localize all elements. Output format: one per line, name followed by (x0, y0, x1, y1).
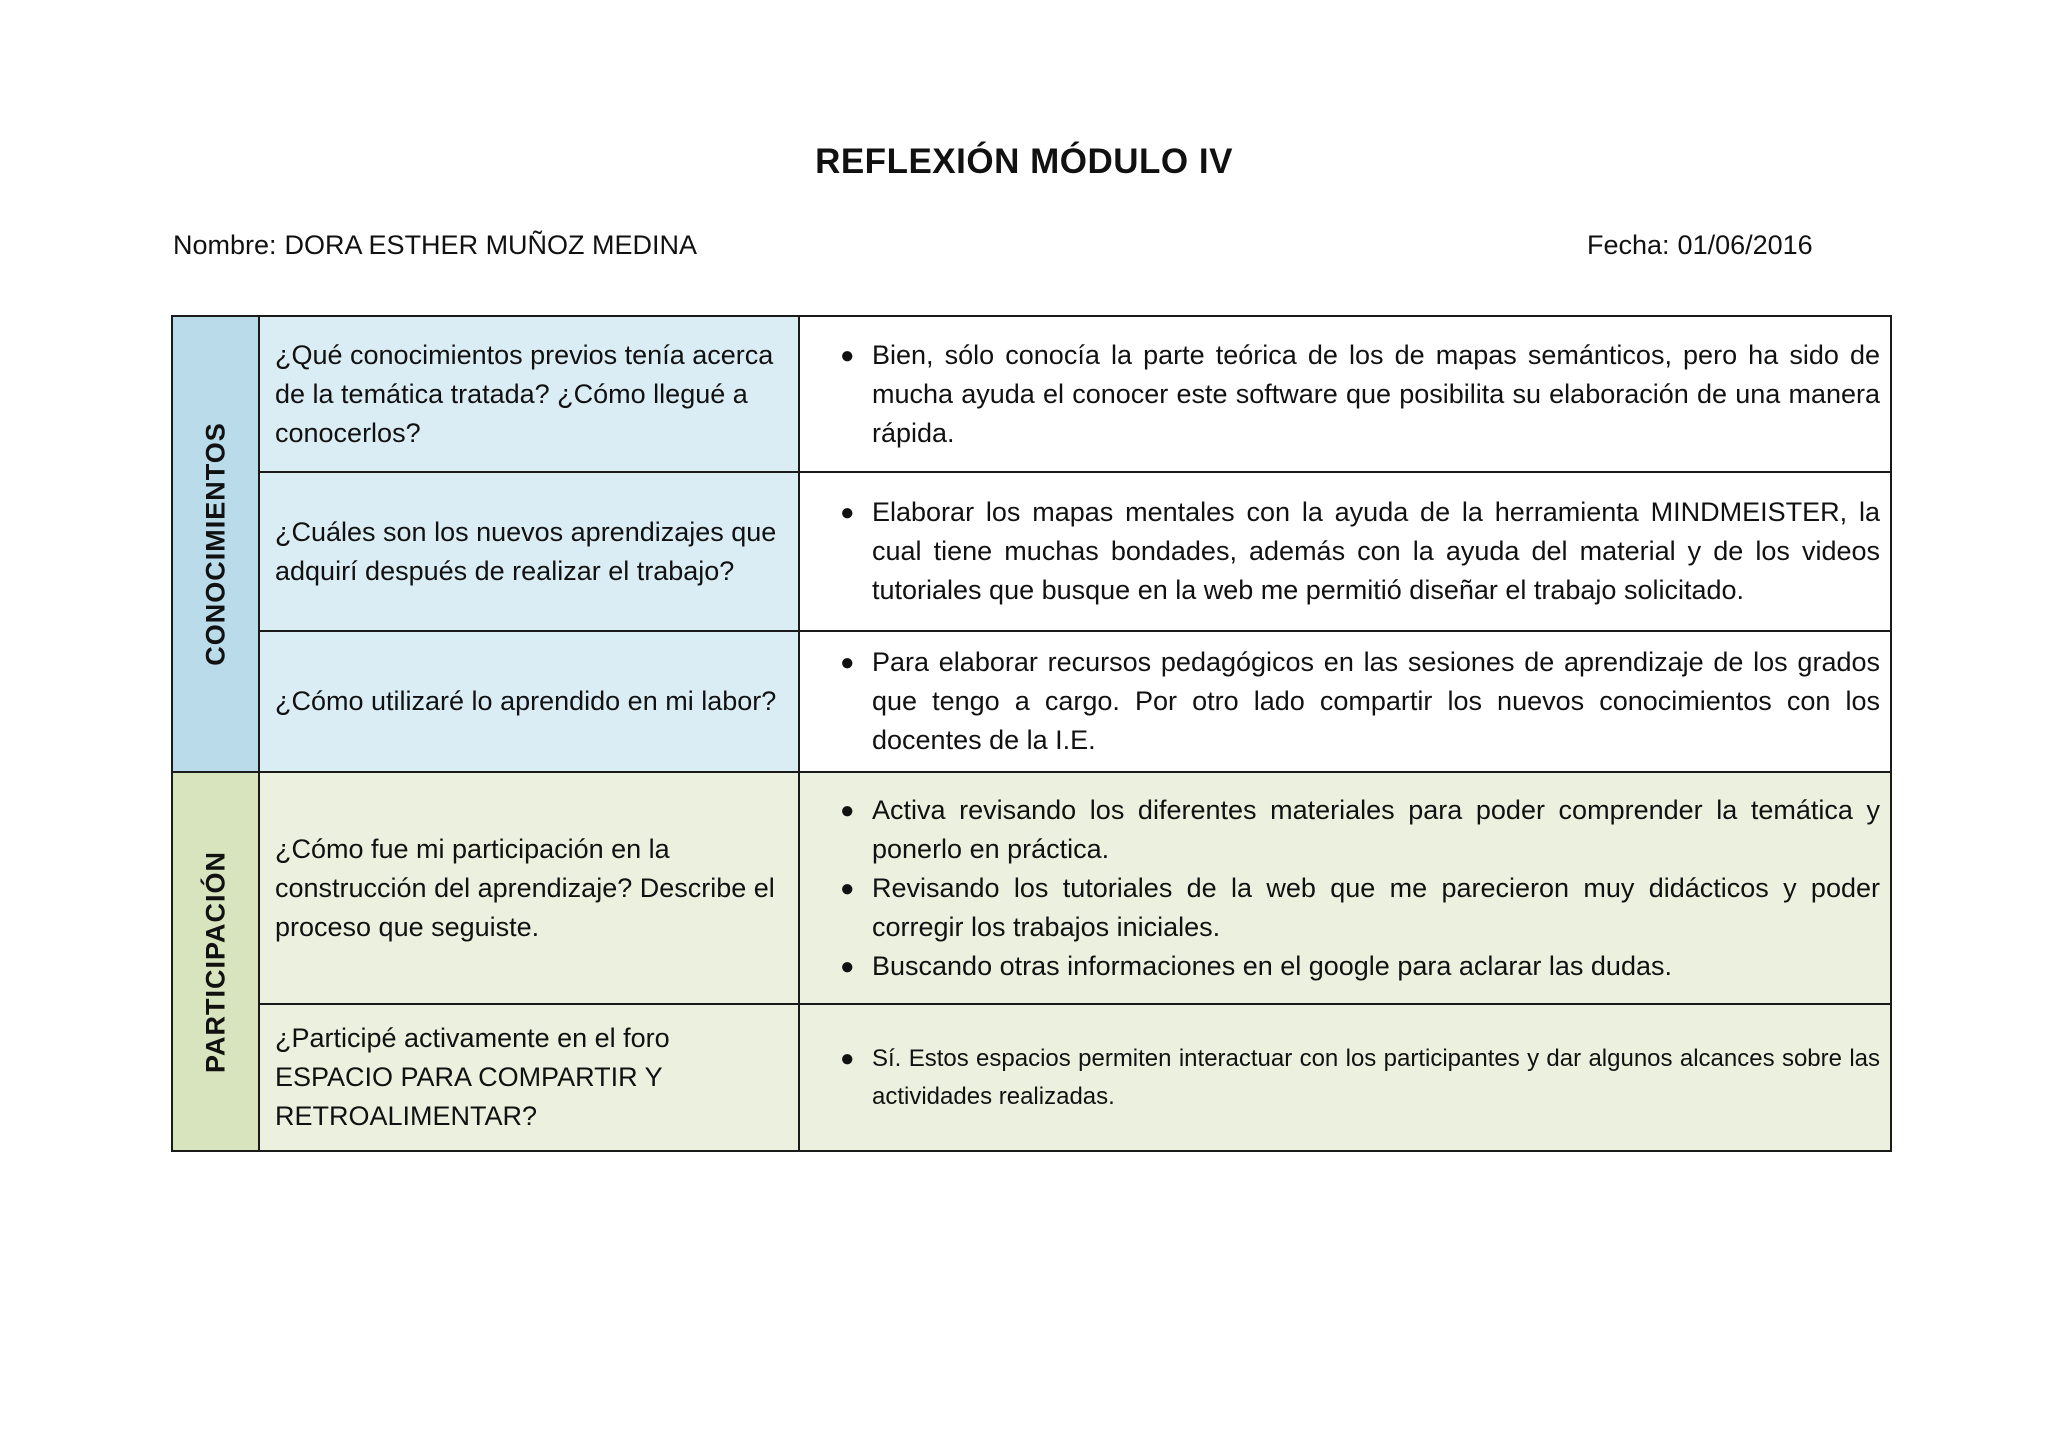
table-row (172, 472, 1891, 631)
answer-item (840, 869, 1880, 947)
bullet-icon: ● (840, 1044, 855, 1072)
table-row (172, 1004, 1891, 1151)
answer-list (800, 1040, 1890, 1116)
question-cell (259, 631, 799, 772)
answer-cell (799, 1004, 1891, 1151)
date-line (1587, 230, 1813, 261)
answer-list (800, 791, 1890, 986)
author-name: DORA ESTHER MUÑOZ MEDINA (284, 230, 698, 260)
date-label: Fecha: (1587, 230, 1670, 260)
question-text: ¿Cuáles son los nuevos aprendizajes que adquirí después de realizar el trabajo? (275, 516, 777, 586)
bullet-icon: ● (840, 796, 855, 824)
question-cell (259, 772, 799, 1004)
answer-item (840, 493, 1880, 610)
reflection-table (171, 315, 1892, 1152)
question-text: ¿Participé activamente en el foro ESPACIO PARA COMPARTIR Y RETROALIMENTAR? (275, 1023, 670, 1131)
answer-text: Revisando los tutoriales de la web que me parecieron muy didácticos y poder corregir los trabajos iniciales. (872, 872, 1880, 942)
answer-item (840, 336, 1880, 453)
answer-cell (799, 772, 1891, 1004)
table-row (172, 772, 1891, 1004)
date-value: 01/06/2016 (1677, 230, 1813, 260)
section-label-participacion: PARTICIPACIÓN (200, 850, 230, 1073)
answer-cell (799, 631, 1891, 772)
table-row (172, 316, 1891, 472)
answer-item (840, 791, 1880, 869)
answer-text: Elaborar los mapas mentales con la ayuda de la herramienta MINDMEISTER, la cual tiene muchas bondades, además con la ayuda del material y de los videos tutoriales que busque en la web me permitió diseñar el trabajo solicitado. (872, 497, 1880, 605)
name-label: Nombre: (173, 230, 277, 260)
table-row (172, 631, 1891, 772)
bullet-icon: ● (840, 952, 855, 980)
answer-list (800, 493, 1890, 610)
question-text: ¿Cómo utilizaré lo aprendido en mi labor? (275, 686, 777, 716)
question-text: ¿Cómo fue mi participación en la construcción del aprendizaje? Describe el proceso que seguiste. (275, 833, 775, 942)
answer-text: Bien, sólo conocía la parte teórica de los de mapas semánticos, pero ha sido de mucha ayuda el conocer este software que posibilita su elaboración de una manera rápida. (872, 339, 1880, 448)
answer-list (800, 336, 1890, 453)
section-cell-conocimientos (172, 316, 259, 772)
answer-item (840, 1040, 1880, 1116)
answer-text: Buscando otras informaciones en el google para aclarar las dudas. (872, 950, 1672, 981)
answer-list (800, 643, 1890, 760)
bullet-icon: ● (840, 649, 855, 676)
bullet-icon: ● (840, 499, 855, 526)
section-cell-participacion (172, 772, 259, 1151)
question-cell (259, 316, 799, 472)
bullet-icon: ● (840, 874, 855, 902)
answer-text: Sí. Estos espacios permiten interactuar con los participantes y dar algunos alcances sobre las actividades realizadas. (872, 1044, 1880, 1110)
section-label-conocimientos: CONOCIMIENTOS (200, 422, 230, 666)
question-cell (259, 1004, 799, 1151)
answer-item (840, 947, 1880, 986)
question-text: ¿Qué conocimientos previos tenía acerca de la temática tratada? ¿Cómo llegué a conocerlos? (275, 339, 774, 448)
answer-cell (799, 316, 1891, 472)
bullet-icon: ● (840, 341, 855, 369)
question-cell (259, 472, 799, 631)
answer-cell (799, 472, 1891, 631)
answer-text: Activa revisando los diferentes materiales para poder comprender la temática y ponerlo en práctica. (872, 794, 1880, 864)
document-title: REFLEXIÓN MÓDULO IV (815, 142, 1233, 181)
answer-item (840, 643, 1880, 760)
author-line (173, 230, 697, 261)
answer-text: Para elaborar recursos pedagógicos en las sesiones de aprendizaje de los grados que tengo a cargo. Por otro lado compartir los nuevos conocimientos con los docentes de la I.E. (872, 647, 1880, 755)
